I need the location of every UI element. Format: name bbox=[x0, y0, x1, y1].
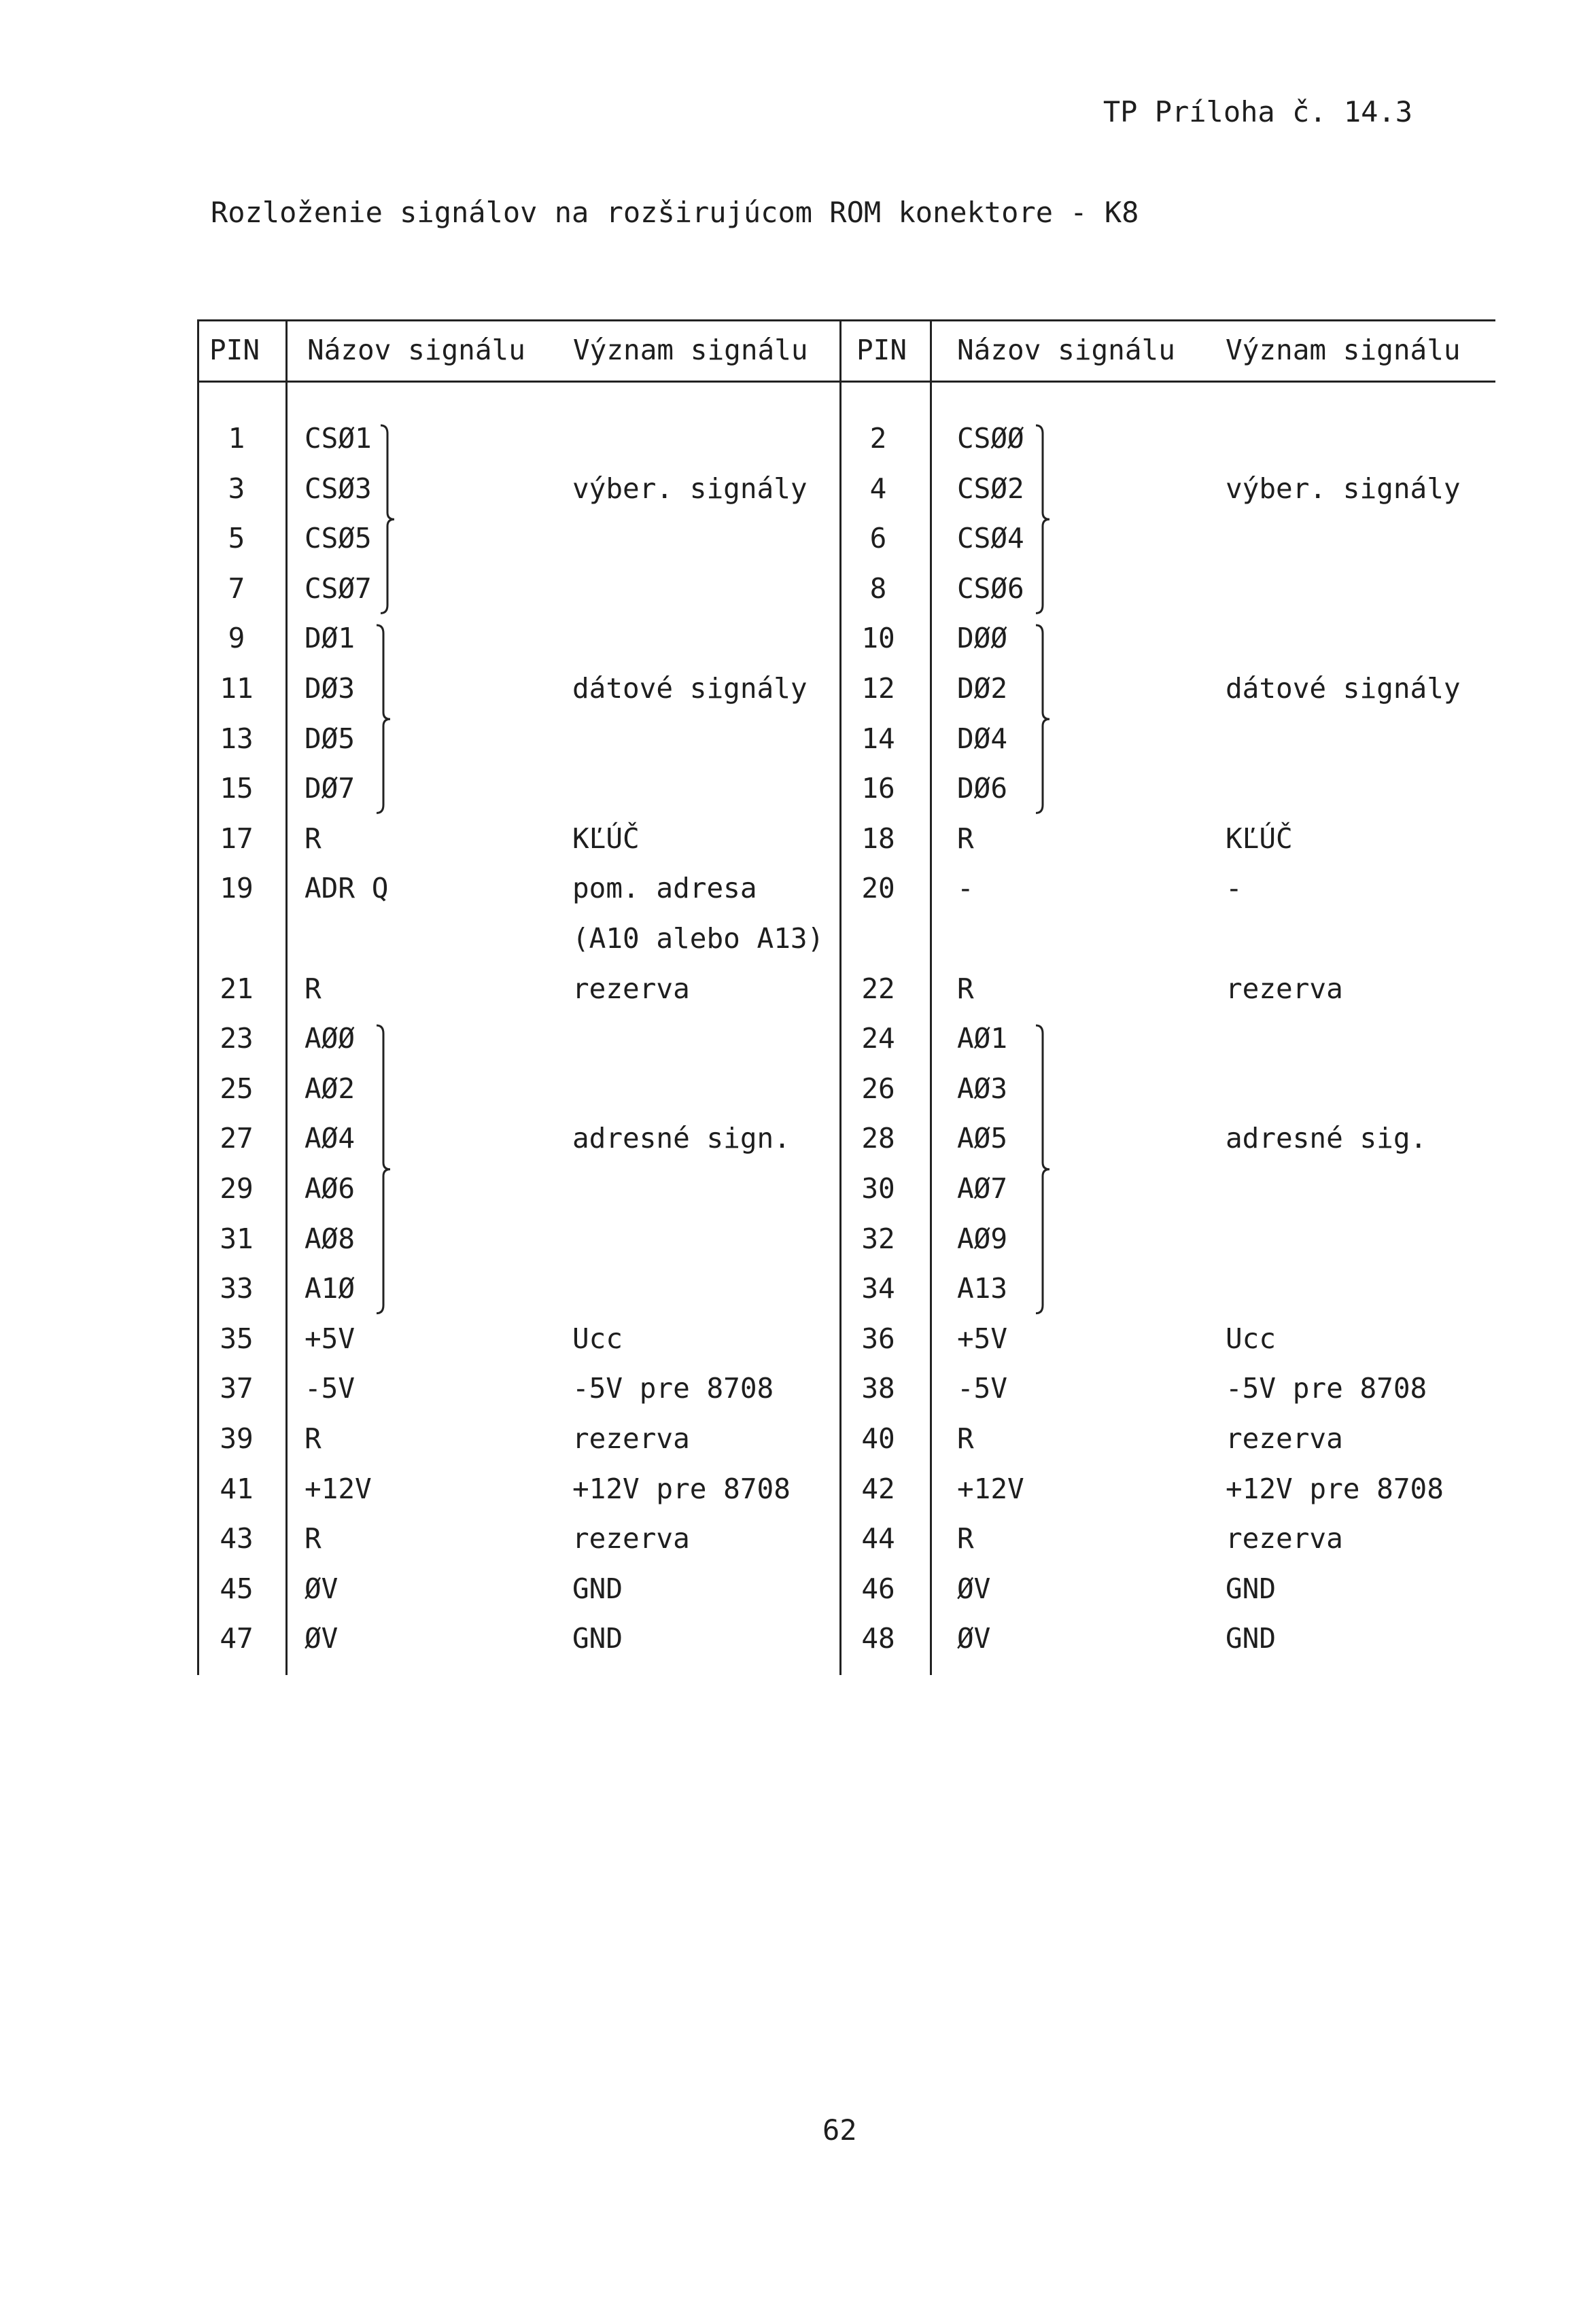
cell-name-l: DØ5 bbox=[305, 722, 355, 755]
cell-name-l: R bbox=[305, 972, 322, 1005]
cell-name-r: AØ7 bbox=[957, 1172, 1008, 1205]
cell-pin-l: 1 bbox=[228, 422, 245, 455]
table-vertical-rule bbox=[839, 319, 842, 1675]
cell-name-r: R bbox=[957, 822, 974, 855]
cell-pin-r: 20 bbox=[861, 872, 895, 905]
cell-name-l: +5V bbox=[305, 1322, 355, 1355]
cell-name-l: +12V bbox=[305, 1472, 372, 1505]
page-title: Rozloženie signálov na rozširujúcom ROM konektore - K8 bbox=[211, 196, 1139, 229]
cell-name-r: AØ5 bbox=[957, 1122, 1008, 1155]
group-brace bbox=[375, 1024, 396, 1315]
cell-pin-r: 12 bbox=[861, 672, 895, 705]
cell-pin-l: 33 bbox=[220, 1272, 254, 1305]
cell-pin-r: 44 bbox=[861, 1522, 895, 1555]
cell-mean-l: GND bbox=[572, 1622, 623, 1655]
cell-mean-l: rezerva bbox=[572, 1422, 690, 1455]
cell-name-l: AØ8 bbox=[305, 1222, 355, 1255]
cell-pin-r: 36 bbox=[861, 1322, 895, 1355]
cell-pin-l: 31 bbox=[220, 1222, 254, 1255]
cell-pin-r: 48 bbox=[861, 1622, 895, 1655]
cell-mean-l: rezerva bbox=[572, 1522, 690, 1555]
column-header-name-right: Názov signálu bbox=[957, 334, 1175, 366]
cell-pin-l: 7 bbox=[228, 571, 245, 605]
cell-name-l: ØV bbox=[305, 1622, 339, 1655]
cell-mean-l: Ucc bbox=[572, 1322, 623, 1355]
cell-name-l: R bbox=[305, 1422, 322, 1455]
cell-mean-r: -5V pre 8708 bbox=[1226, 1372, 1427, 1405]
cell-name-r: +12V bbox=[957, 1472, 1024, 1505]
cell-pin-l: 19 bbox=[220, 872, 254, 905]
cell-mean-l: pom. adresa bbox=[572, 872, 757, 905]
cell-pin-l: 27 bbox=[220, 1122, 254, 1155]
cell-pin-r: 26 bbox=[861, 1072, 895, 1105]
cell-name-l: CSØ7 bbox=[305, 571, 372, 605]
cell-mean-r: KĽÚČ bbox=[1226, 822, 1293, 855]
cell-mean-l: (A10 alebo A13) bbox=[572, 922, 825, 955]
cell-pin-l: 35 bbox=[220, 1322, 254, 1355]
cell-name-l: A1Ø bbox=[305, 1272, 355, 1305]
cell-name-r: ØV bbox=[957, 1622, 991, 1655]
cell-name-r: +5V bbox=[957, 1322, 1008, 1355]
cell-pin-l: 21 bbox=[220, 972, 254, 1005]
cell-name-l: AØ2 bbox=[305, 1072, 355, 1105]
cell-mean-r: dátové signály bbox=[1226, 672, 1461, 705]
cell-pin-r: 32 bbox=[861, 1222, 895, 1255]
cell-pin-l: 11 bbox=[220, 672, 254, 705]
table-horizontal-rule bbox=[197, 381, 1495, 383]
cell-pin-r: 30 bbox=[861, 1172, 895, 1205]
cell-pin-r: 2 bbox=[869, 422, 887, 455]
cell-mean-l: GND bbox=[572, 1572, 623, 1605]
cell-mean-l: výber. signály bbox=[572, 472, 808, 505]
cell-pin-r: 14 bbox=[861, 722, 895, 755]
column-header-meaning-left: Význam signálu bbox=[573, 334, 808, 366]
cell-mean-l: dátové signály bbox=[572, 672, 808, 705]
column-header-name-left: Názov signálu bbox=[307, 334, 525, 366]
cell-name-l: AØ6 bbox=[305, 1172, 355, 1205]
cell-name-r: CSØØ bbox=[957, 422, 1024, 455]
column-header-pin-left: PIN bbox=[209, 334, 260, 366]
table-horizontal-rule bbox=[197, 319, 1495, 321]
cell-pin-r: 38 bbox=[861, 1372, 895, 1405]
cell-name-r: A13 bbox=[957, 1272, 1008, 1305]
group-brace bbox=[375, 624, 396, 814]
cell-mean-r: GND bbox=[1226, 1572, 1277, 1605]
group-brace bbox=[1035, 1024, 1055, 1315]
cell-mean-r: rezerva bbox=[1226, 1422, 1343, 1455]
cell-mean-r: +12V pre 8708 bbox=[1226, 1472, 1444, 1505]
cell-pin-r: 18 bbox=[861, 822, 895, 855]
cell-name-r: ØV bbox=[957, 1572, 991, 1605]
cell-pin-r: 28 bbox=[861, 1122, 895, 1155]
cell-pin-l: 13 bbox=[220, 722, 254, 755]
cell-name-r: AØ1 bbox=[957, 1022, 1008, 1055]
cell-name-r: CSØ6 bbox=[957, 571, 1024, 605]
cell-pin-r: 16 bbox=[861, 772, 895, 805]
cell-mean-l: +12V pre 8708 bbox=[572, 1472, 791, 1505]
cell-pin-l: 15 bbox=[220, 772, 254, 805]
cell-pin-r: 4 bbox=[869, 472, 887, 505]
cell-pin-r: 46 bbox=[861, 1572, 895, 1605]
cell-pin-r: 40 bbox=[861, 1422, 895, 1455]
cell-name-r: R bbox=[957, 972, 974, 1005]
cell-pin-l: 9 bbox=[228, 622, 245, 655]
document-reference: TP Príloha č. 14.3 bbox=[1103, 95, 1412, 128]
cell-name-l: CSØ3 bbox=[305, 472, 372, 505]
cell-name-l: ØV bbox=[305, 1572, 339, 1605]
cell-name-r: R bbox=[957, 1422, 974, 1455]
cell-mean-r: Ucc bbox=[1226, 1322, 1277, 1355]
table-vertical-rule bbox=[930, 319, 932, 1675]
cell-pin-r: 34 bbox=[861, 1272, 895, 1305]
cell-mean-r: výber. signály bbox=[1226, 472, 1461, 505]
cell-mean-l: adresné sign. bbox=[572, 1122, 791, 1155]
cell-name-l: R bbox=[305, 822, 322, 855]
cell-name-l: ADR Q bbox=[305, 872, 389, 905]
cell-name-r: DØØ bbox=[957, 622, 1008, 655]
cell-name-l: DØ3 bbox=[305, 672, 355, 705]
cell-pin-l: 5 bbox=[228, 522, 245, 555]
cell-name-r: CSØ4 bbox=[957, 522, 1024, 555]
cell-pin-r: 8 bbox=[869, 571, 887, 605]
cell-pin-l: 45 bbox=[220, 1572, 254, 1605]
cell-name-l: AØ4 bbox=[305, 1122, 355, 1155]
table-vertical-rule bbox=[197, 319, 199, 1675]
column-header-meaning-right: Význam signálu bbox=[1226, 334, 1461, 366]
cell-name-l: -5V bbox=[305, 1372, 355, 1405]
cell-name-l: DØ1 bbox=[305, 622, 355, 655]
cell-mean-r: rezerva bbox=[1226, 1522, 1343, 1555]
cell-name-r: DØ4 bbox=[957, 722, 1008, 755]
group-brace bbox=[379, 424, 400, 614]
cell-pin-l: 17 bbox=[220, 822, 254, 855]
cell-pin-l: 3 bbox=[228, 472, 245, 505]
cell-name-l: DØ7 bbox=[305, 772, 355, 805]
cell-pin-l: 23 bbox=[220, 1022, 254, 1055]
cell-name-r: R bbox=[957, 1522, 974, 1555]
group-brace bbox=[1035, 424, 1055, 614]
cell-pin-l: 43 bbox=[220, 1522, 254, 1555]
cell-name-r: AØ3 bbox=[957, 1072, 1008, 1105]
cell-name-l: R bbox=[305, 1522, 322, 1555]
cell-mean-l: -5V pre 8708 bbox=[572, 1372, 774, 1405]
cell-name-r: CSØ2 bbox=[957, 472, 1024, 505]
cell-mean-r: rezerva bbox=[1226, 972, 1343, 1005]
signal-table bbox=[197, 319, 1495, 1675]
cell-pin-r: 10 bbox=[861, 622, 895, 655]
cell-pin-r: 42 bbox=[861, 1472, 895, 1505]
cell-pin-l: 29 bbox=[220, 1172, 254, 1205]
table-vertical-rule bbox=[285, 319, 288, 1675]
cell-pin-r: 24 bbox=[861, 1022, 895, 1055]
cell-pin-l: 39 bbox=[220, 1422, 254, 1455]
cell-name-r: DØ2 bbox=[957, 672, 1008, 705]
cell-name-r: -5V bbox=[957, 1372, 1008, 1405]
cell-pin-l: 47 bbox=[220, 1622, 254, 1655]
cell-pin-r: 6 bbox=[869, 522, 887, 555]
cell-name-r: AØ9 bbox=[957, 1222, 1008, 1255]
cell-pin-l: 37 bbox=[220, 1372, 254, 1405]
cell-name-l: CSØ1 bbox=[305, 422, 372, 455]
cell-mean-r: - bbox=[1226, 872, 1243, 905]
cell-name-r: - bbox=[957, 872, 974, 905]
cell-name-r: DØ6 bbox=[957, 772, 1008, 805]
cell-mean-r: adresné sig. bbox=[1226, 1122, 1427, 1155]
cell-mean-l: rezerva bbox=[572, 972, 690, 1005]
column-header-pin-right: PIN bbox=[856, 334, 907, 366]
cell-pin-r: 22 bbox=[861, 972, 895, 1005]
cell-pin-l: 25 bbox=[220, 1072, 254, 1105]
cell-name-l: AØØ bbox=[305, 1022, 355, 1055]
cell-mean-r: GND bbox=[1226, 1622, 1277, 1655]
cell-pin-l: 41 bbox=[220, 1472, 254, 1505]
group-brace bbox=[1035, 624, 1055, 814]
page-number: 62 bbox=[822, 2113, 857, 2147]
cell-mean-l: KĽÚČ bbox=[572, 822, 640, 855]
cell-name-l: CSØ5 bbox=[305, 522, 372, 555]
